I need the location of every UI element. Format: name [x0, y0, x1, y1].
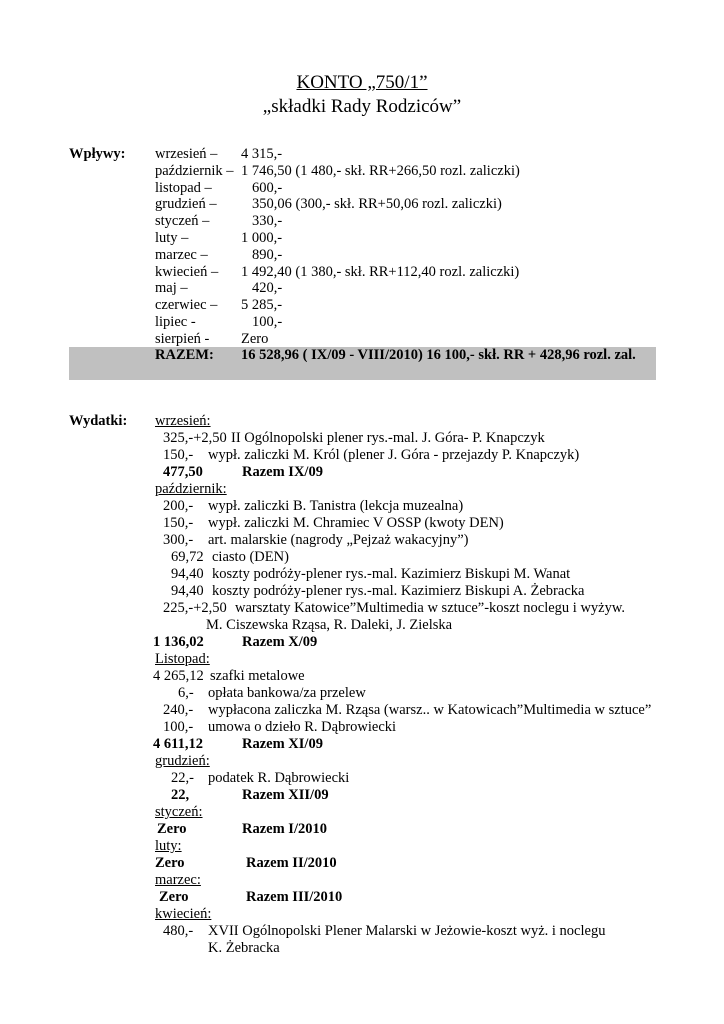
expense-amount: 22,- — [171, 770, 194, 786]
expense-month-total-label: Razem III/2010 — [246, 889, 343, 905]
income-month: październik – — [155, 163, 234, 179]
expense-amount: 300,- — [163, 532, 194, 548]
expense-amount: 69,72 — [171, 549, 204, 565]
expense-description: K. Żebracka — [208, 940, 280, 956]
expense-amount: 480,- — [163, 923, 194, 939]
expense-description: XVII Ogólnopolski Plener Malarski w Jeżowie-koszt wyż. i noclegu — [208, 923, 606, 939]
income-amount: 350,06 (300,- skł. RR+50,06 rozl. zaliczki) — [252, 196, 502, 212]
expense-month-total: 1 136,02 — [153, 634, 204, 650]
expense-amount: 225,-+2,50 — [163, 600, 227, 616]
income-month: marzec – — [155, 247, 208, 263]
expense-description: wypł. zaliczki B. Tanistra (lekcja muzealna) — [208, 498, 464, 514]
expense-month-total: 477,50 — [163, 464, 203, 480]
income-amount: 1 000,- — [241, 230, 283, 246]
expense-month-heading: Listopad: — [155, 651, 210, 667]
income-amount: 600,- — [252, 180, 283, 196]
income-amount: 1 492,40 (1 380,- skł. RR+112,40 rozl. zaliczki) — [241, 264, 520, 280]
expense-amount: 240,- — [163, 702, 194, 718]
income-amount: Zero — [241, 331, 269, 347]
income-label: Wpływy: — [69, 146, 126, 162]
expense-month-total: 22, — [171, 787, 190, 803]
income-amount: 890,- — [252, 247, 283, 263]
expense-amount: 6,- — [178, 685, 194, 701]
expense-description: umowa o dzieło R. Dąbrowiecki — [208, 719, 397, 735]
expense-month-heading: luty: — [155, 838, 182, 854]
expense-description: ciasto (DEN) — [212, 549, 289, 565]
expense-description: M. Ciszewska Rząsa, R. Daleki, J. Zielska — [206, 617, 453, 633]
income-total-label: RAZEM: — [155, 347, 214, 363]
expense-description: szafki metalowe — [210, 668, 305, 684]
income-amount: 5 285,- — [241, 297, 283, 313]
expense-month-total-label: Razem II/2010 — [246, 855, 337, 871]
expense-description: podatek R. Dąbrowiecki — [208, 770, 350, 786]
expense-description: opłata bankowa/za przelew — [208, 685, 366, 701]
expense-month-heading: marzec: — [155, 872, 201, 888]
expense-month-heading: październik: — [155, 481, 227, 497]
income-amount: 1 746,50 (1 480,- skł. RR+266,50 rozl. zaliczki) — [241, 163, 520, 179]
expense-amount: 94,40 — [171, 583, 204, 599]
income-month: kwiecień – — [155, 264, 219, 280]
expense-month-total-label: Razem X/09 — [242, 634, 318, 650]
expense-description: wypłacona zaliczka M. Rząsa (warsz.. w Katowicach”Multimedia w sztuce” — [208, 702, 652, 718]
expense-month-heading: styczeń: — [155, 804, 203, 820]
expense-month-total: 4 611,12 — [153, 736, 203, 752]
expense-description: wypł. zaliczki M. Król (plener J. Góra - przejazdy P. Knapczyk) — [208, 447, 580, 463]
document-title: KONTO „750/1” — [296, 72, 428, 93]
income-amount: 4 315,- — [241, 146, 283, 162]
expense-description: II Ogólnopolski plener rys.-mal. J. Góra- P. Knapczyk — [231, 430, 545, 446]
income-amount: 330,- — [252, 213, 283, 229]
expense-month-total: Zero — [157, 821, 187, 837]
expense-month-heading: grudzień: — [155, 753, 210, 769]
document-subtitle: „składki Rady Rodziców” — [262, 96, 462, 117]
expense-amount: 150,- — [163, 447, 194, 463]
expense-amount: 4 265,12 — [153, 668, 204, 684]
expenses-label: Wydatki: — [69, 413, 128, 429]
expense-month-heading: kwiecień: — [155, 906, 212, 922]
income-month: sierpień - — [155, 331, 210, 347]
expense-description: koszty podróży-plener rys.-mal. Kazimierz Biskupi A. Żebracka — [212, 583, 585, 599]
expense-amount: 94,40 — [171, 566, 204, 582]
expense-amount: 200,- — [163, 498, 194, 514]
expense-amount: 325,-+2,50 — [163, 430, 227, 446]
expense-month-total-label: Razem XI/09 — [242, 736, 323, 752]
expense-month-total: Zero — [159, 889, 189, 905]
expense-month-heading: wrzesień: — [155, 413, 211, 429]
income-total-value: 16 528,96 ( IX/09 - VIII/2010) 16 100,- skł. RR + 428,96 rozl. zal. — [241, 347, 636, 363]
income-month: maj – — [155, 280, 188, 296]
income-month: luty – — [155, 230, 189, 246]
expense-amount: 100,- — [163, 719, 194, 735]
expense-description: warsztaty Katowice”Multimedia w sztuce”-koszt noclegu i wyżyw. — [235, 600, 626, 616]
expense-month-total: Zero — [155, 855, 185, 871]
income-month: styczeń – — [155, 213, 210, 229]
income-month: grudzień – — [155, 196, 217, 212]
expense-month-total-label: Razem IX/09 — [242, 464, 323, 480]
expense-amount: 150,- — [163, 515, 194, 531]
expense-description: art. malarskie (nagrody „Pejzaż wakacyjny”) — [208, 532, 469, 548]
income-month: czerwiec – — [155, 297, 218, 313]
expense-description: koszty podróży-plener rys.-mal. Kazimierz Biskupi M. Wanat — [212, 566, 571, 582]
expense-month-total-label: Razem XII/09 — [242, 787, 329, 803]
income-month: lipiec - — [155, 314, 196, 330]
income-month: listopad – — [155, 180, 212, 196]
income-amount: 100,- — [252, 314, 283, 330]
income-amount: 420,- — [252, 280, 283, 296]
expense-month-total-label: Razem I/2010 — [242, 821, 327, 837]
income-month: wrzesień – — [155, 146, 218, 162]
expense-description: wypł. zaliczki M. Chramiec V OSSP (kwoty DEN) — [208, 515, 504, 531]
